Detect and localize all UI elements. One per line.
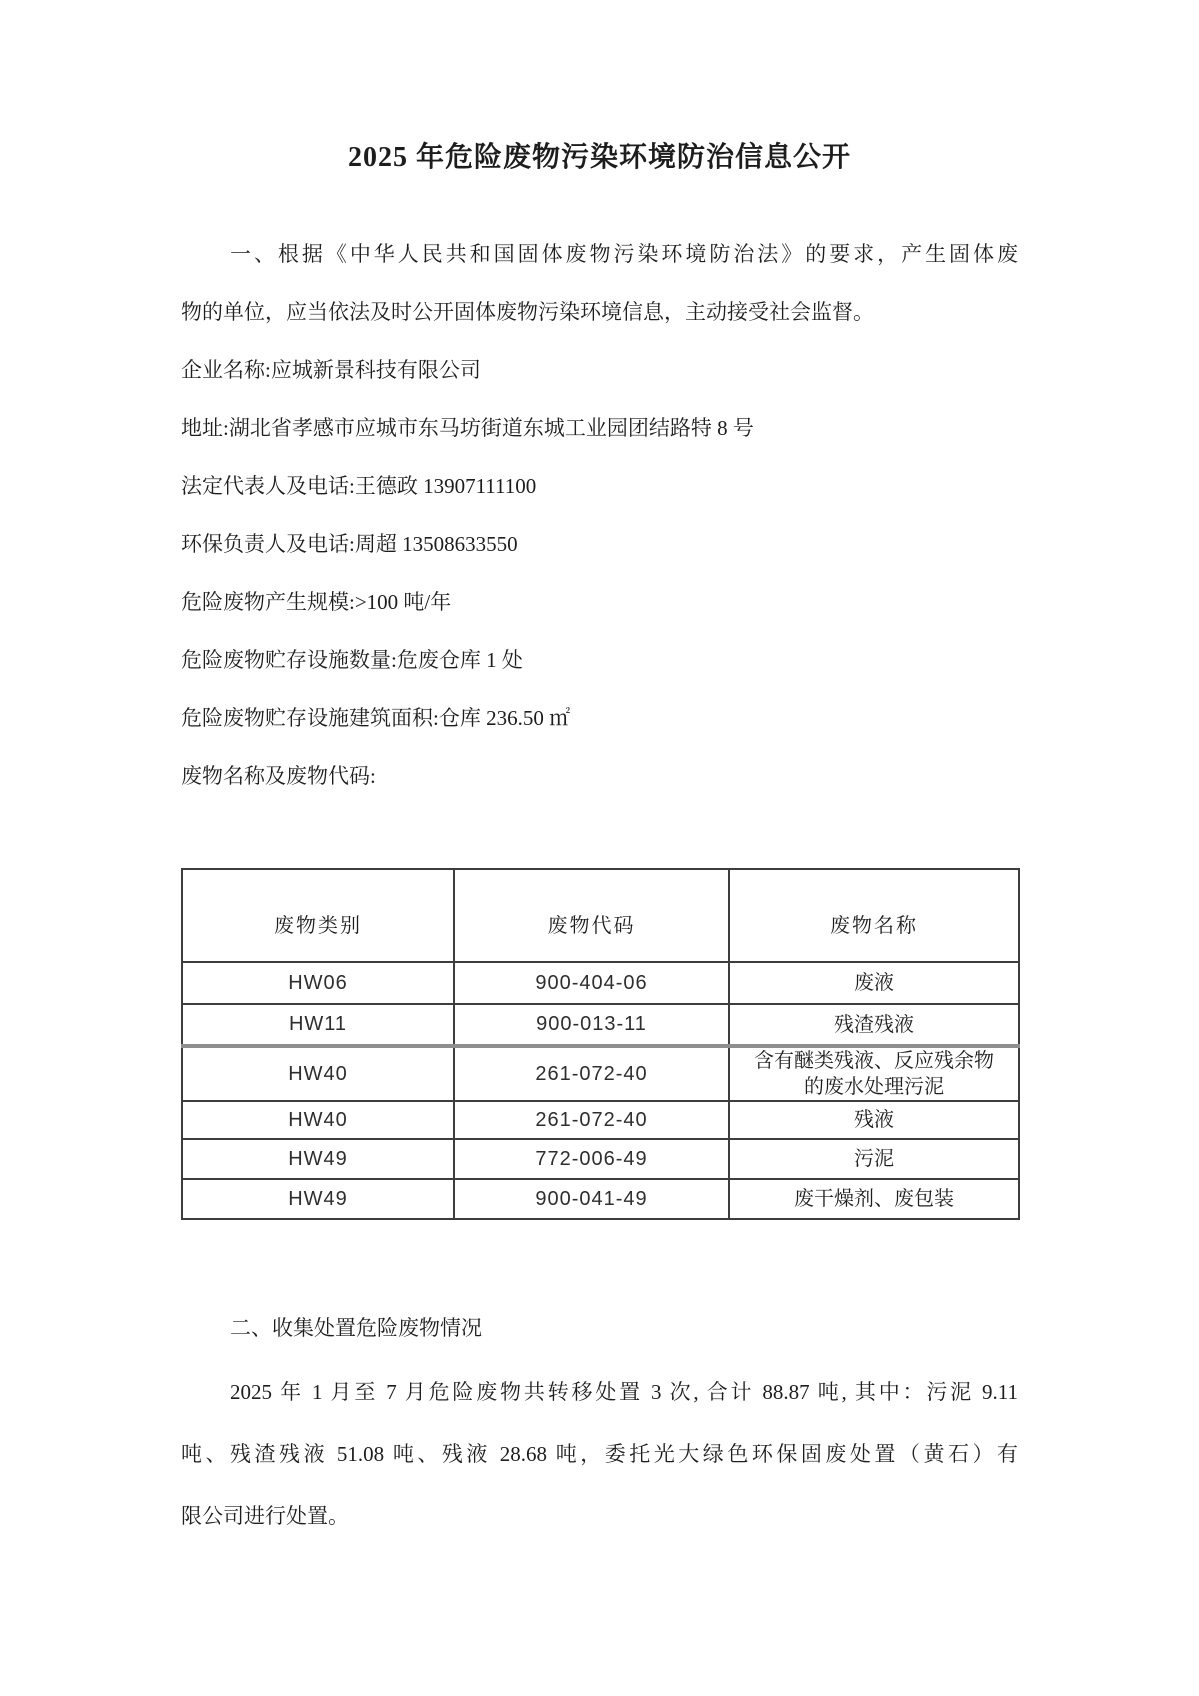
- cell-waste-name: 污泥: [729, 1139, 1019, 1179]
- column-header-waste-code: 废物代码: [454, 869, 729, 962]
- field-environmental-officer-phone: 环保负责人及电话:周超 13508633550: [181, 532, 518, 556]
- field-waste-name-code-label: 废物名称及废物代码:: [181, 764, 376, 788]
- field-storage-facility-area: 危险废物贮存设施建筑面积:仓库 236.50 ㎡: [181, 706, 571, 730]
- cell-waste-name: 含有醚类残液、反应残余物的废水处理污泥: [729, 1046, 1019, 1101]
- table-row: [182, 1179, 1019, 1219]
- cell-waste-code: 261-072-40: [454, 1046, 729, 1101]
- column-header-waste-category: 废物类别: [182, 869, 454, 962]
- column-header-waste-name: 废物名称: [729, 869, 1019, 962]
- table-row: [182, 1046, 1019, 1101]
- field-waste-generation-scale: 危险废物产生规模:>100 吨/年: [181, 590, 452, 614]
- cell-waste-name: 残渣残液: [729, 1004, 1019, 1046]
- field-legal-representative-phone: 法定代表人及电话:王德政 13907111100: [181, 474, 537, 498]
- table-row: [182, 1139, 1019, 1179]
- disposal-paragraph: [181, 1361, 1018, 1547]
- cell-waste-code: 900-404-06: [454, 962, 729, 1004]
- cell-waste-category: HW49: [182, 1179, 454, 1219]
- field-company-name: 企业名称:应城新景科技有限公司: [181, 358, 481, 382]
- section2-heading: 二、收集处置危险废物情况: [230, 1316, 482, 1340]
- table-row: [182, 1004, 1019, 1046]
- disposal-paragraph-line-1: 2025 年 1 月至 7 月危险废物共转移处置 3 次, 合计 88.87 吨, 其中：污泥 9.11: [230, 1380, 1018, 1404]
- cell-waste-category: HW49: [182, 1139, 454, 1179]
- cell-waste-category: HW40: [182, 1101, 454, 1139]
- cell-waste-category: HW06: [182, 962, 454, 1004]
- cell-waste-category: HW40: [182, 1046, 454, 1101]
- cell-waste-code: 261-072-40: [454, 1101, 729, 1139]
- table-row: [182, 962, 1019, 1004]
- intro-paragraph-line-2: 物的单位，应当依法及时公开固体废物污染环境信息，主动接受社会监督。: [181, 300, 874, 324]
- document-title: 2025 年危险废物污染环境防治信息公开: [347, 142, 851, 173]
- disposal-paragraph-line-2: 吨、残渣残液 51.08 吨、残液 28.68 吨，委托光大绿色环保固废处置（黄石）有: [181, 1442, 1018, 1466]
- table-row: [182, 1101, 1019, 1139]
- intro-paragraph-line-1: 一、根据《中华人民共和国固体废物污染环境防治法》的要求，产生固体废: [230, 242, 1018, 266]
- field-address: 地址:湖北省孝感市应城市东马坊街道东城工业园团结路特 8 号: [181, 416, 754, 440]
- cell-waste-category: HW11: [182, 1004, 454, 1046]
- cell-waste-name: 残液: [729, 1101, 1019, 1139]
- disposal-paragraph-line-3: 限公司进行处置。: [181, 1504, 349, 1528]
- cell-waste-code: 900-013-11: [454, 1004, 729, 1046]
- cell-waste-code: 900-041-49: [454, 1179, 729, 1219]
- company-info-fields: [181, 341, 1018, 805]
- document-content: [181, 0, 1018, 1547]
- field-storage-facility-count: 危险废物贮存设施数量:危废仓库 1 处: [181, 648, 523, 672]
- cell-waste-code: 772-006-49: [454, 1139, 729, 1179]
- cell-waste-name: 废干燥剂、废包装: [729, 1179, 1019, 1219]
- waste-code-table: [181, 868, 1020, 1220]
- intro-paragraph: [181, 225, 1018, 341]
- table-header-row: [182, 869, 1019, 962]
- cell-waste-name: 废液: [729, 962, 1019, 1004]
